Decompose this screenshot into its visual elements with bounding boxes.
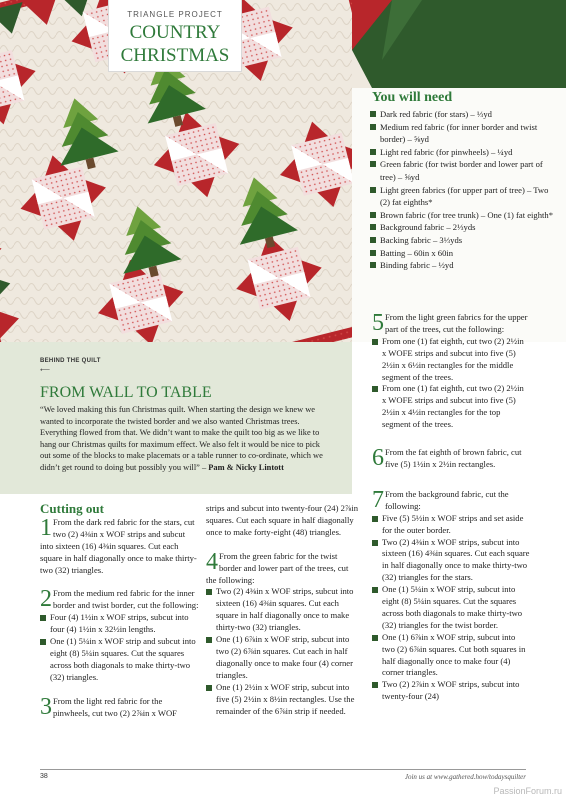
step-number: 7 — [372, 486, 384, 513]
supply-item: Backing fabric – 3⅓yds — [370, 234, 556, 247]
watermark: PassionForum.ru — [493, 786, 562, 796]
instructions-column-3 — [372, 312, 530, 709]
supply-item: Brown fabric (for tree trunk) – One (1) fat eighth* — [370, 209, 556, 222]
cutting-out-heading: Cutting out — [40, 501, 104, 516]
supply-item: Batting – 60in x 60in — [370, 247, 556, 260]
arrow-left-icon: ⟵ — [40, 366, 51, 374]
supply-item: Light green fabrics (for upper part of tree) – Two (2) fat eighths* — [370, 184, 556, 209]
bullet-item: Two (2) 2⅞in x WOF strips, subcut into twenty-four (24) — [372, 679, 530, 703]
instructions-column-1 — [40, 503, 200, 726]
you-will-need-heading: You will need — [372, 90, 453, 105]
supplies-list — [370, 108, 556, 272]
step-text: From the green fabric for the twist border and lower part of the trees, cut the following: — [206, 550, 349, 585]
step-text: From the fat eighth of brown fabric, cut five (5) 1½in x 2½in rectangles. — [385, 447, 522, 469]
bullet-item: One (1) 2½in x WOF strip, subcut into five (5) 2½in x 8½in rectangles. Use the remainder of the 6⅞in strip if needed. — [206, 682, 360, 718]
bullet-item: From one (1) fat eighth, cut two (2) 2½in x WOFE strips and subcut into five (5) 2½in x 6½in rectangles for the middle segment of the trees. — [372, 336, 530, 384]
step-number: 4 — [206, 548, 218, 575]
supply-item: Background fabric – 2⅓yds — [370, 221, 556, 234]
step-number: 1 — [40, 514, 52, 541]
step-number: 3 — [40, 693, 52, 720]
bullet-item: One (1) 6⅞in x WOF strip, subcut into two (2) 6⅞in squares. Cut both squares in half diagonally once to make four (4) corner triangles. — [372, 632, 530, 680]
quilt-corner-photo — [352, 0, 566, 88]
supply-item: Green fabric (for twist border and lower part of tree) – ⅝yd — [370, 158, 556, 183]
step-text: From the light green fabrics for the upper part of the trees, cut the following: — [385, 312, 528, 334]
bullet-item: One (1) 5¼in x WOF strip, subcut into eight (8) 5¼in squares. Cut the squares across both diagonals to make thirty-two (32) triangles for the twist border. — [372, 584, 530, 632]
supply-item: Dark red fabric (for stars) – ⅓yd — [370, 108, 556, 121]
behind-quote: “We loved making this fun Christmas quilt. When starting the design we knew we wanted to incorporate the twisted border and we also wanted Christmas trees. Everything flowed from that. We didn’t want to make the quilt too big as we like to hang our Christmas quilts for maximum effect. We also felt it would be nice to pick out some of the blocks to make placemats or a table runner to co-ordinate, which we didn’t get round to doing but possibly you will” – Pam & Nicky Lintott — [40, 405, 323, 472]
bullet-item: Four (4) 1½in x WOF strips, subcut into four (4) 1½in x 32½in lengths. — [40, 612, 200, 636]
behind-heading: FROM WALL TO TABLE — [40, 384, 212, 401]
instructions-column-2 — [206, 503, 360, 723]
bullet-item: Two (2) 4⅜in x WOF strips, subcut into sixteen (16) 4⅜in squares. Cut each square in half diagonally once to make thirty-two (32) triangles for the stars. — [372, 537, 530, 585]
bullet-item: One (1) 5¼in x WOF strip and subcut into eight (8) 5¼in squares. Cut the squares across both diagonals to make thirty-two (32) triangles. — [40, 636, 200, 684]
bullet-item: One (1) 6⅞in x WOF strip, subcut into two (2) 6⅞in squares. Cut each in half diagonally once to make four (4) corner triangles. — [206, 634, 360, 682]
step-4 — [206, 548, 360, 718]
step-number: 6 — [372, 445, 384, 472]
title-box — [108, 0, 242, 72]
step-5 — [372, 312, 530, 431]
bullet-item: Two (2) 4⅜in x WOF strips, subcut into sixteen (16) 4⅜in squares. Cut each square in half diagonally once to make thirty-two (32) triangles. — [206, 586, 360, 634]
step-1 — [40, 514, 200, 577]
supply-item: Medium red fabric (for inner border and twist border) – ⅝yd — [370, 121, 556, 146]
behind-the-quilt-panel — [0, 342, 352, 494]
step-2 — [40, 588, 200, 683]
step-text: strips and subcut into twenty-four (24) 2⅞in squares. Cut each square in half diagonally once to make forty-eight (48) triangles. — [206, 503, 359, 537]
supply-item: Light red fabric (for pinwheels) – ¼yd — [370, 146, 556, 159]
step-text: From the light red fabric for the pinwheels, cut two (2) 2⅞in x WOF — [53, 695, 177, 718]
step-7 — [372, 486, 530, 703]
footer-url: Join us at www.gathered.how/todaysquilter — [404, 773, 526, 781]
step-text: From the dark red fabric for the stars, cut two (2) 4⅜in x WOF strips and subcut into sixteen (16) 4⅜in squares. Cut each square in half diagonally once to make thirty-two (32) triangles. — [40, 516, 197, 575]
project-kicker: TRIANGLE PROJECT — [127, 10, 223, 19]
project-title-line2: CHRISTMAS — [120, 45, 230, 66]
step-3-continued — [206, 503, 360, 539]
project-title-line1: COUNTRY — [129, 22, 221, 43]
bullet-item: From one (1) fat eighth, cut two (2) 2½in x WOFE strips and subcut into five (5) 2½in x 4½in rectangles for the top segment of the trees. — [372, 383, 530, 431]
step-number: 2 — [40, 586, 52, 613]
behind-kicker: BEHIND THE QUILT — [40, 358, 101, 364]
step-text: From the background fabric, cut the following: — [385, 488, 509, 511]
step-number: 5 — [372, 310, 384, 336]
page-number: 38 — [40, 773, 48, 780]
bullet-item: Five (5) 5½in x WOF strips and set aside for the outer border. — [372, 513, 530, 537]
step-text: From the medium red fabric for the inner border and twist border, cut the following: — [53, 588, 199, 611]
footer-divider — [40, 769, 526, 770]
step-6 — [372, 447, 530, 471]
supply-item: Binding fabric – ½yd — [370, 259, 556, 272]
quote-author: Pam & Nicky Lintott — [208, 462, 284, 472]
you-will-need-panel — [352, 0, 566, 342]
step-3 — [40, 693, 200, 720]
